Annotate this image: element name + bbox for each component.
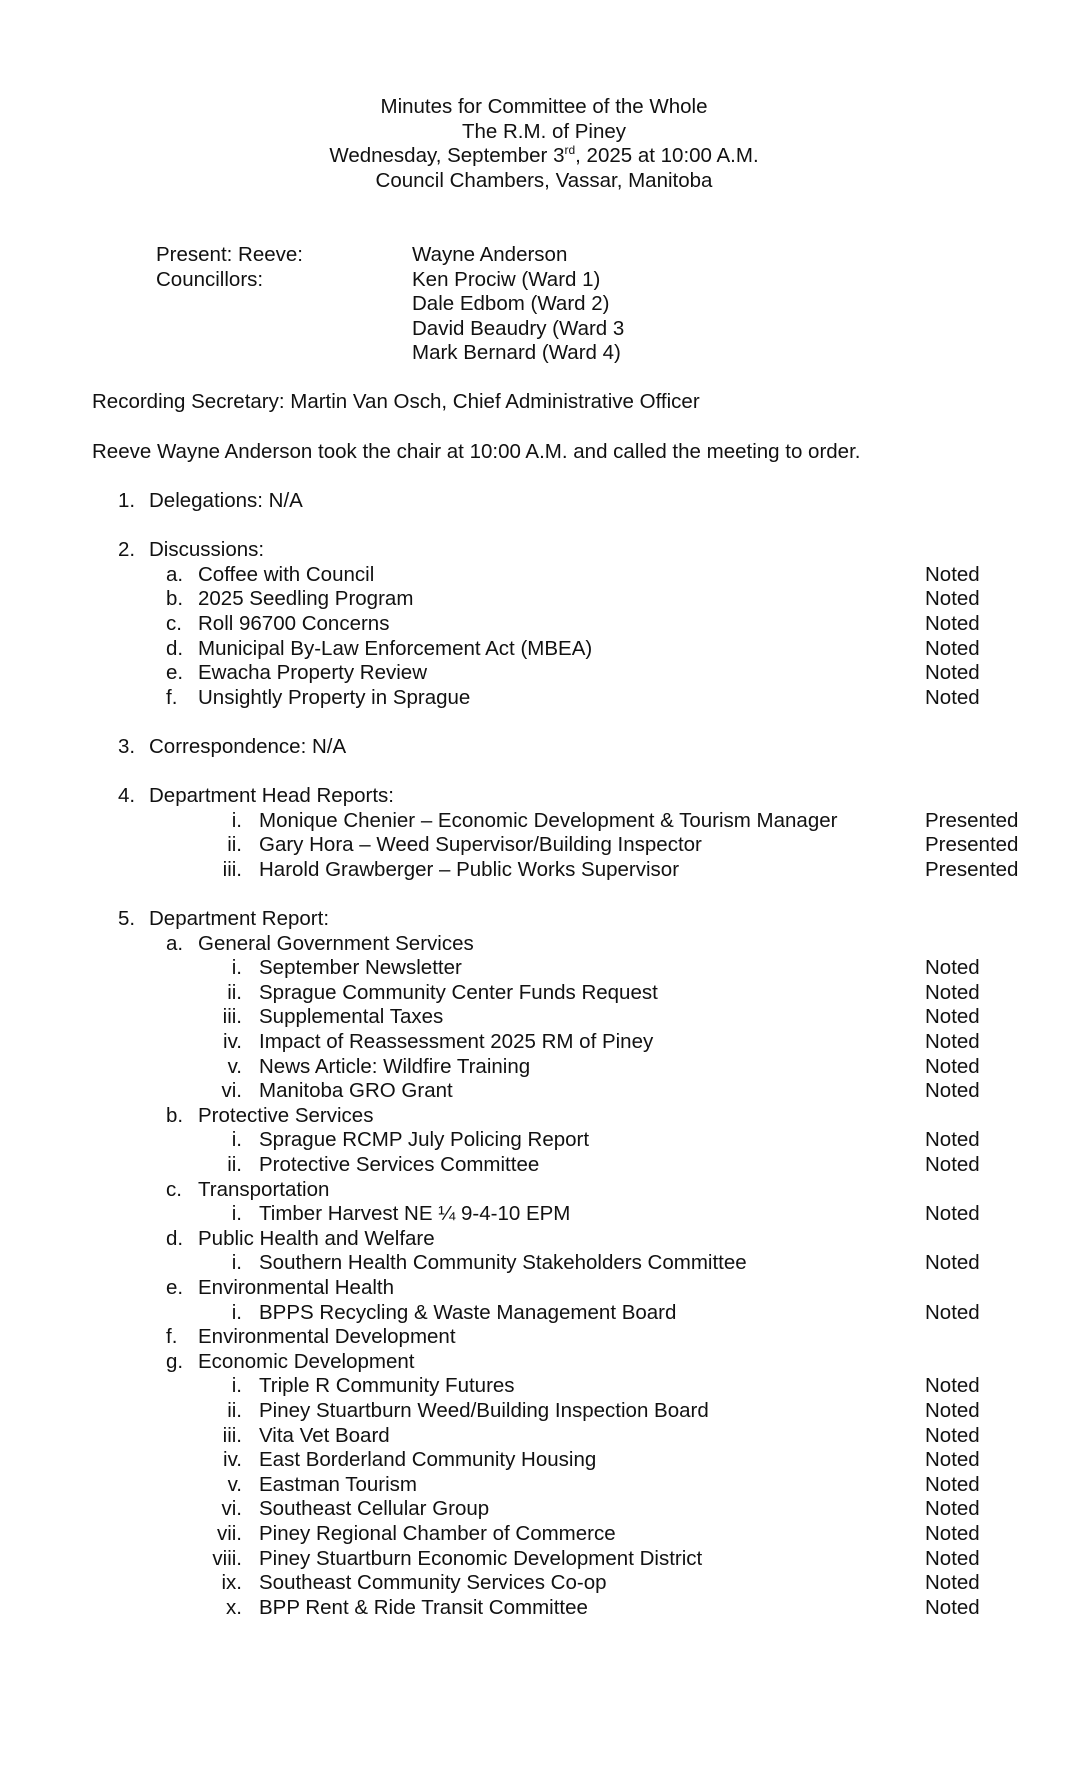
status-label: Noted <box>925 1497 980 1521</box>
status-label: Noted <box>925 1472 980 1496</box>
agenda-item-correspondence: 3. Correspondence: N/A <box>118 734 347 758</box>
meeting-date: Wednesday, September 3rd, 2025 at 10:00 A.M. <box>329 143 759 168</box>
reeve-name: Wayne Anderson <box>412 243 568 266</box>
list-item: iv. East Borderland Community Housing Noted <box>223 1448 980 1472</box>
status-label: Noted <box>925 1054 980 1078</box>
list-item: ii. Protective Services Committee Noted <box>227 1153 980 1177</box>
list-item: viii. Piney Stuartburn Economic Development District Noted <box>212 1546 980 1570</box>
status-label: Noted <box>925 587 980 611</box>
reeve-label: Present: Reeve: <box>156 243 303 266</box>
status-label: Noted <box>925 1153 980 1177</box>
list-item: i. September Newsletter Noted <box>231 956 980 980</box>
list-item: i. Timber Harvest NE ¼ 9-4-10 EPM Noted <box>231 1202 980 1226</box>
status-label: Noted <box>925 1005 980 1029</box>
list-item: vii. Piney Regional Chamber of Commerce Noted <box>216 1521 980 1545</box>
status-label: Noted <box>925 661 980 685</box>
status-label: Noted <box>925 1423 980 1447</box>
status-label: Noted <box>925 1251 980 1275</box>
councillor: Ken Prociw (Ward 1) <box>412 267 601 291</box>
status-label: Noted <box>925 685 980 709</box>
list-item: f. Unsightly Property in Sprague Noted <box>166 685 980 709</box>
agenda-item-discussions: 2. Discussions: <box>118 538 265 562</box>
list-item: vi. Manitoba GRO Grant Noted <box>221 1079 980 1103</box>
list-item: ix. Southeast Community Services Co-op Noted <box>221 1571 980 1595</box>
status-label: Presented <box>925 857 1019 881</box>
section-heading: e. Environmental Health <box>166 1276 394 1299</box>
list-item: e. Ewacha Property Review Noted <box>166 661 980 685</box>
document-header <box>0 95 1088 193</box>
status-label: Noted <box>925 1030 980 1054</box>
councillors-label: Councillors: <box>156 267 264 291</box>
recording-secretary: Recording Secretary: Martin Van Osch, Chief Administrative Officer <box>92 390 700 413</box>
status-label: Noted <box>925 1202 980 1226</box>
list-item: v. Eastman Tourism Noted <box>227 1472 980 1496</box>
section-heading: a. General Government Services <box>166 931 474 955</box>
list-item: i. Sprague RCMP July Policing Report Noted <box>231 1128 980 1152</box>
call-to-order: Reeve Wayne Anderson took the chair at 10:00 A.M. and called the meeting to order. <box>92 440 861 463</box>
status-label: Noted <box>925 1079 980 1103</box>
agenda-item-dept-report: 5. Department Report: <box>118 907 330 931</box>
status-label: Noted <box>925 562 980 586</box>
list-item: i. Triple R Community Futures Noted <box>231 1374 980 1398</box>
status-label: Noted <box>925 611 980 635</box>
status-label: Noted <box>925 1374 980 1398</box>
list-item: x. BPP Rent & Ride Transit Committee Noted <box>226 1595 980 1619</box>
list-item: c. Roll 96700 Concerns Noted <box>166 611 980 635</box>
list-item: iv. Impact of Reassessment 2025 RM of Piney Noted <box>223 1030 980 1054</box>
section-heading: c. Transportation <box>166 1177 330 1201</box>
status-label: Noted <box>925 1546 980 1570</box>
status-label: Noted <box>925 1300 980 1324</box>
list-item: ii. Sprague Community Center Funds Request Noted <box>227 980 980 1004</box>
list-item: vi. Southeast Cellular Group Noted <box>221 1497 980 1521</box>
title: Minutes for Committee of the Whole <box>380 95 708 118</box>
list-item: iii. Vita Vet Board Noted <box>222 1423 980 1447</box>
status-label: Noted <box>925 636 980 660</box>
status-label: Presented <box>925 808 1019 832</box>
list-item: i. BPPS Recycling & Waste Management Board Noted <box>231 1300 980 1324</box>
status-label: Noted <box>925 956 980 980</box>
agenda-list <box>0 489 1088 1620</box>
status-label: Noted <box>925 1128 980 1152</box>
list-item: a. Coffee with Council Noted <box>166 562 980 586</box>
section-heading: d. Public Health and Welfare <box>166 1226 435 1250</box>
list-item: iii. Harold Grawberger – Public Works Supervisor Presented <box>222 857 1019 881</box>
list-item: d. Municipal By-Law Enforcement Act (MBEA) Noted <box>166 636 980 660</box>
section-heading: g. Economic Development <box>166 1349 415 1373</box>
status-label: Noted <box>925 1595 980 1619</box>
list-item: i. Monique Chenier – Economic Development & Tourism Manager Presented <box>231 808 1019 832</box>
status-label: Noted <box>925 1521 980 1545</box>
list-item: b. 2025 Seedling Program Noted <box>166 587 980 611</box>
status-label: Noted <box>925 1398 980 1422</box>
meeting-location: Council Chambers, Vassar, Manitoba <box>375 168 713 192</box>
status-label: Noted <box>925 1571 980 1595</box>
list-item: ii. Gary Hora – Weed Supervisor/Building Inspector Presented <box>227 833 1019 857</box>
agenda-item-delegations: 1. Delegations: N/A <box>118 489 303 512</box>
status-label: Noted <box>925 980 980 1004</box>
councillor: Mark Bernard (Ward 4) <box>412 341 621 365</box>
section-heading: b. Protective Services <box>166 1103 374 1127</box>
list-item: i. Southern Health Community Stakeholders Committee Noted <box>231 1251 980 1275</box>
councillor: Dale Edbom (Ward 2) <box>412 292 610 316</box>
list-item: v. News Article: Wildfire Training Noted <box>227 1054 980 1078</box>
list-item: ii. Piney Stuartburn Weed/Building Inspection Board Noted <box>227 1398 980 1422</box>
municipality: The R.M. of Piney <box>461 119 627 143</box>
status-label: Presented <box>925 833 1019 857</box>
list-item: iii. Supplemental Taxes Noted <box>222 1005 980 1029</box>
agenda-item-head-reports: 4. Department Head Reports: <box>118 784 394 808</box>
councillor: David Beaudry (Ward 3 <box>412 316 625 340</box>
section-heading: f. Environmental Development <box>166 1325 456 1349</box>
status-label: Noted <box>925 1448 980 1472</box>
